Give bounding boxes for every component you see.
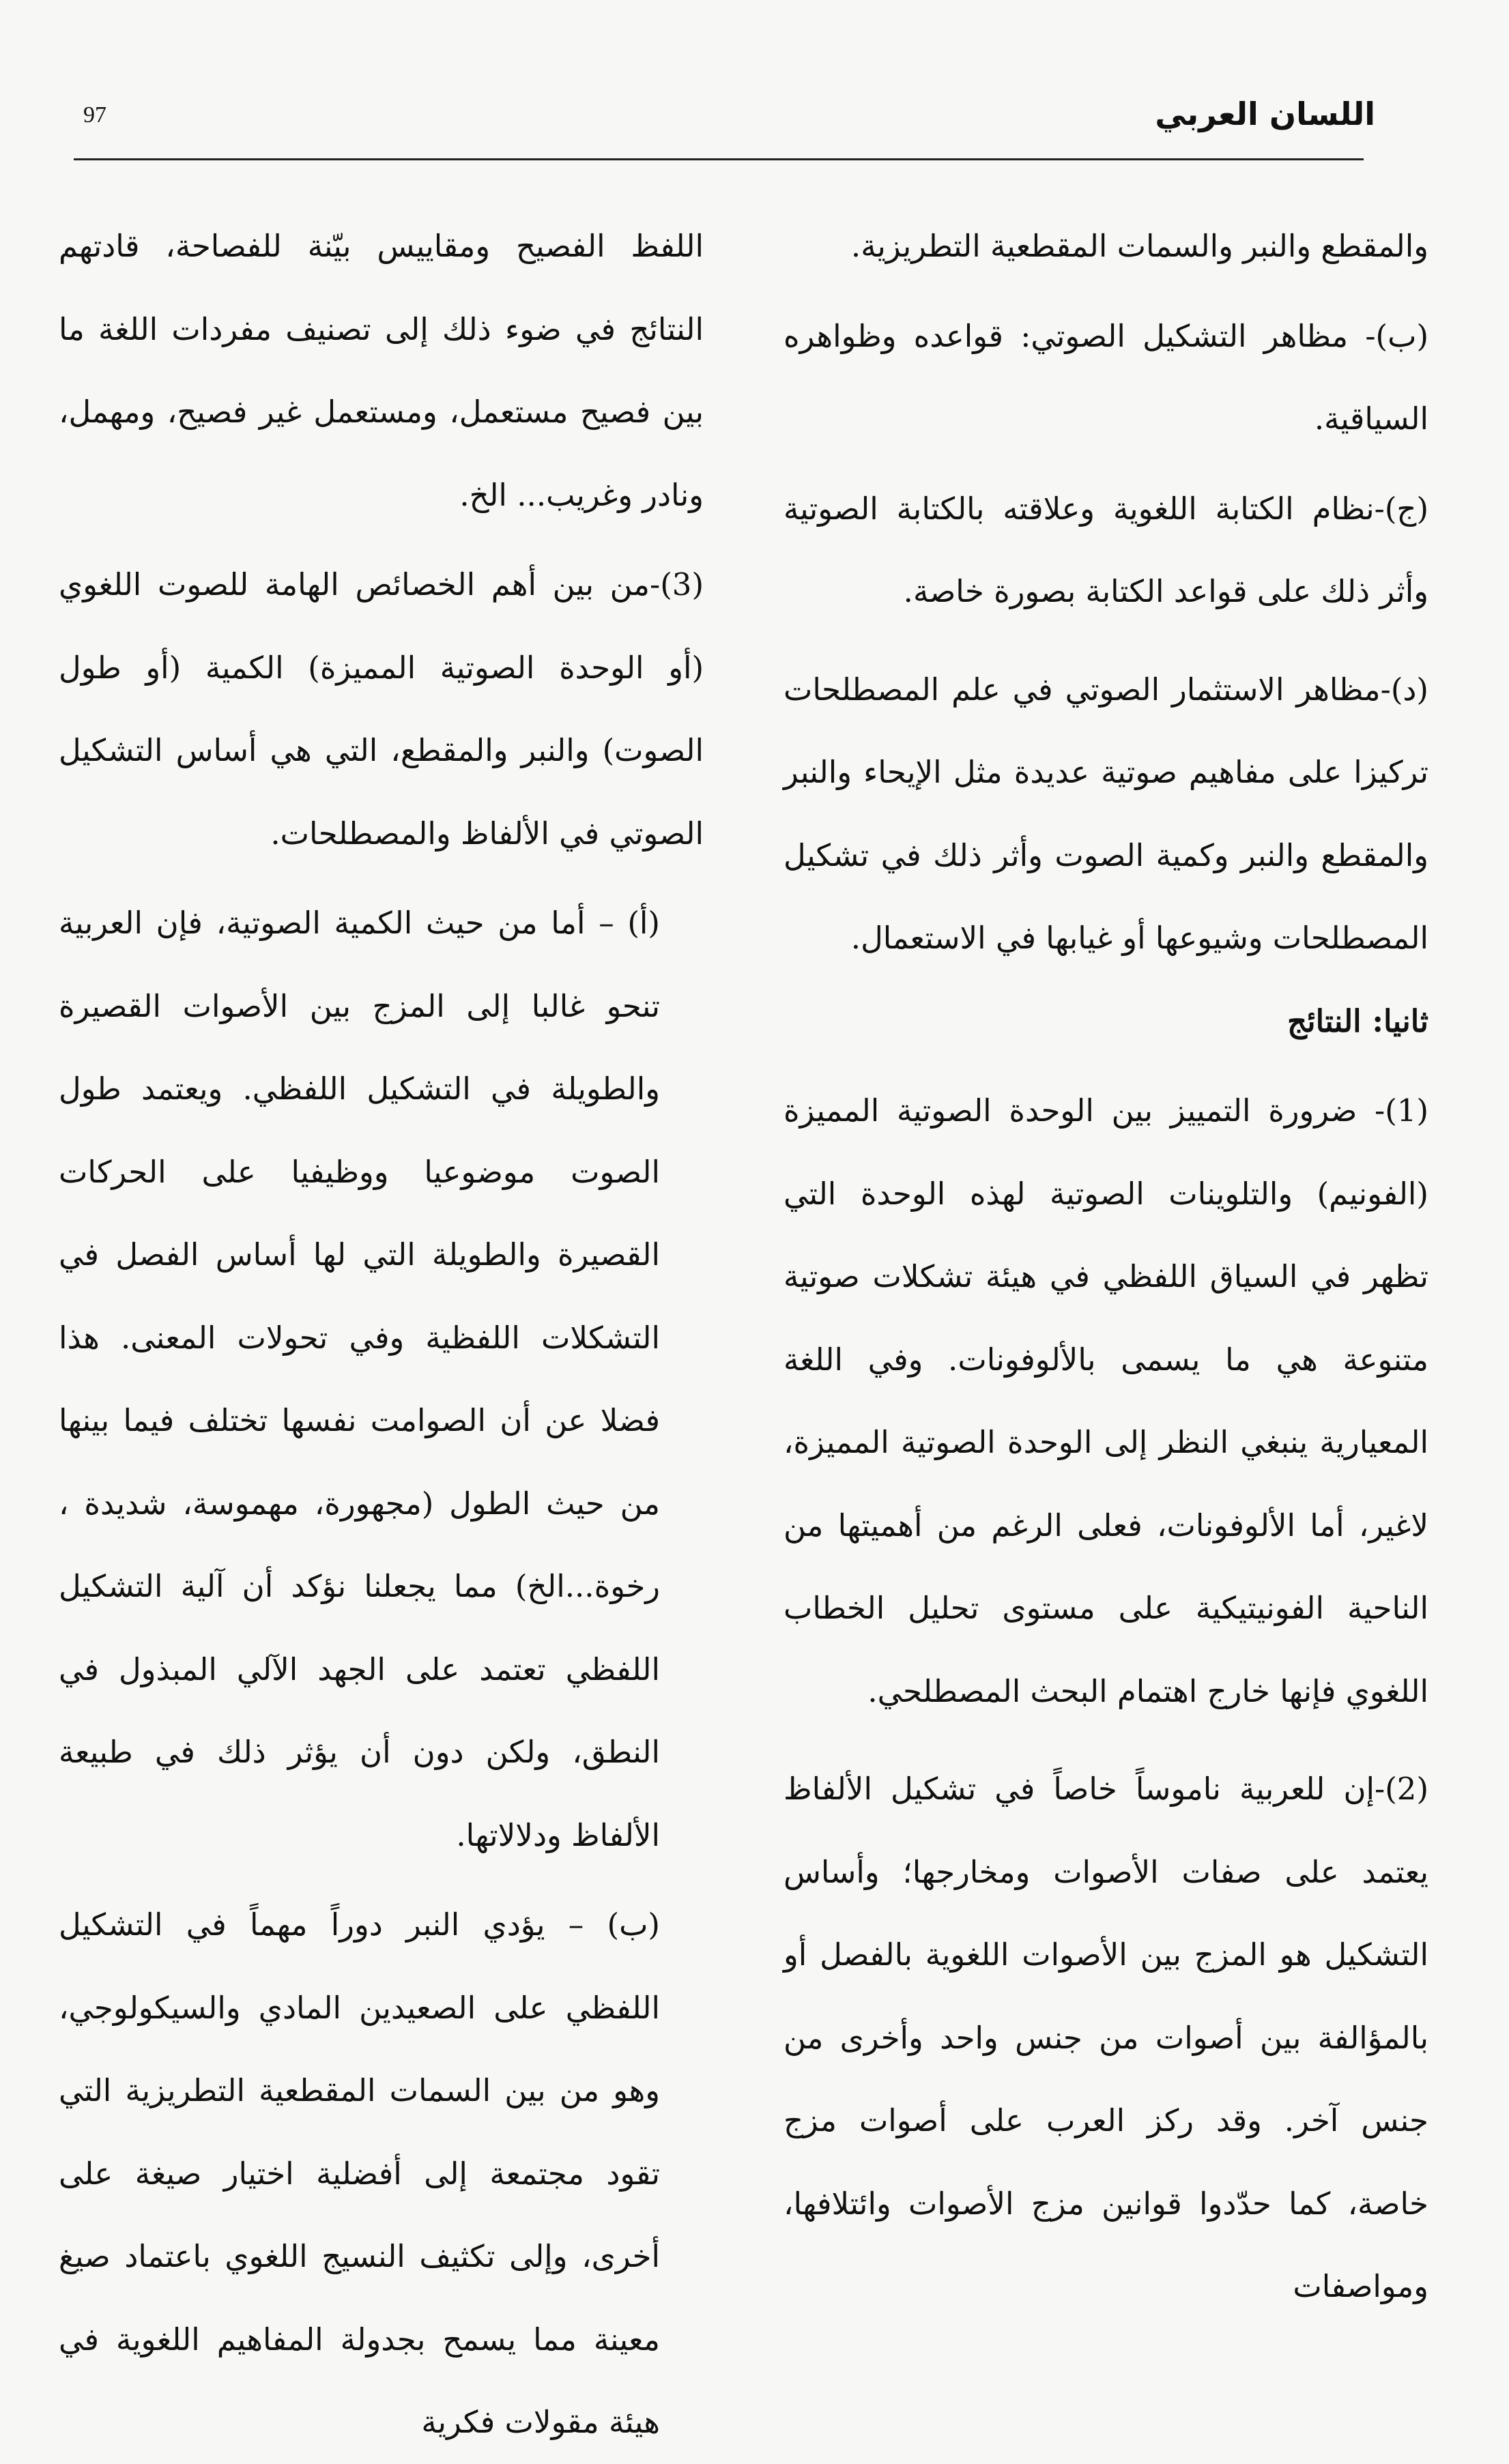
sub-item-a: (أ) – أما من حيث الكمية الصوتية، فإن العربية تنحو غالبا إلى المزج بين الأصوات القصيرة والطويلة في التشكيل اللفظي. ويعتمد طول الصوت موضوعيا ووظيفيا على الحركات القصيرة والطويلة التي لها أساس الفصل في التشكلات اللفظية وفي تحولات المعنى. هذا فضلا عن أن الصوامت نفسها تختلف فيما بينها من حيث الطول (مجهورة، مهموسة، شديدة ، رخوة...الخ) مما يجعلنا نؤكد أن آلية التشكيل اللفظي تعتمد على الجهد الآلي المبذول في النطق، ولكن دون أن يؤثر ذلك في طبيعة الألفاظ ودلالاتها. — [59, 905, 660, 1853]
result-1: (1)- ضرورة التمييز بين الوحدة الصوتية المميزة (الفونيم) والتلوينات الصوتية لهذه الوحدة التي تظهر في السياق اللفظي في هيئة تشكلات صوتية متنوعة هي ما يسمى بالألوفونات. وفي اللغة المعيارية ينبغي النظر إلى الوحدة الصوتية المميزة، لاغير، أما الألوفونات، فعلى الرغم من أهميتها من الناحية الفونيتيكية على مستوى تحليل الخطاب اللغوي فإنها خارج اهتمام البحث المصطلحي. — [784, 1092, 1428, 1709]
sub-item-b: (ب) – يؤدي النبر دوراً مهماً في التشكيل اللفظي على الصعيدين المادي والسيكولوجي، وهو من بين السمات المقطعية التطريزية التي تقود مجتمعة إلى أفضلية اختيار صيغة على أخرى، وإلى تكثيف النسيج اللغوي باعتماد صيغ معينة مما يسمح بجدولة المفاهيم اللغوية في هيئة مقولات فكرية — [59, 1907, 660, 2440]
list-item-b: (ب)- مظاهر التشكيل الصوتي: قواعده وظواهره السياقية. — [784, 317, 1428, 437]
right-column — [784, 205, 1428, 2328]
header-rule — [74, 158, 1364, 160]
result-2: (2)-إن للعربية ناموساً خاصاً في تشكيل الألفاظ يعتمد على صفات الأصوات ومخارجها؛ وأساس التشكيل هو المزج بين الأصوات اللغوية بالفصل أو بالمؤالفة بين أصوات من جنس واحد وأخرى من جنس آخر. وقد ركز العرب على أصوات مزج خاصة، كما حدّدوا قوانين مزج الأصوات وائتلافها، ومواصفات — [784, 1771, 1428, 2304]
journal-title: اللسان العربي — [1155, 96, 1375, 132]
paragraph-continuation: والمقطع والنبر والسمات المقطعية التطريزية. — [850, 228, 1428, 264]
list-item-j: (ج)-نظام الكتابة اللغوية وعلاقته بالكتابة الصوتية وأثر ذلك على قواعد الكتابة بصورة خاصة. — [784, 490, 1428, 609]
result-3: (3)-من بين أهم الخصائص الهامة للصوت اللغوي (أو الوحدة الصوتية المميزة) الكمية (أو طول الصوت) والنبر والمقطع، التي هي أساس التشكيل الصوتي في الألفاظ والمصطلحات. — [59, 566, 704, 852]
section-heading: ثانيا: النتائج — [1287, 1002, 1428, 1039]
paragraph-continuation: اللفظ الفصيح ومقاييس بيّنة للفصاحة، قادتهم النتائج في ضوء ذلك إلى تصنيف مفردات اللغة ما بين فصيح مستعمل، ومستعمل غير فصيح، ومهمل، ونادر وغريب... الخ. — [59, 228, 704, 513]
page-number: 97 — [83, 102, 106, 128]
list-item-d: (د)-مظاهر الاستثمار الصوتي في علم المصطلحات تركيزا على مفاهيم صوتية عديدة مثل الإيحاء والنبر والمقطع والنبر وكمية الصوت وأثر ذلك في تشكيل المصطلحات وشيوعها أو غيابها في الاستعمال. — [784, 671, 1428, 956]
left-column — [59, 205, 704, 2464]
